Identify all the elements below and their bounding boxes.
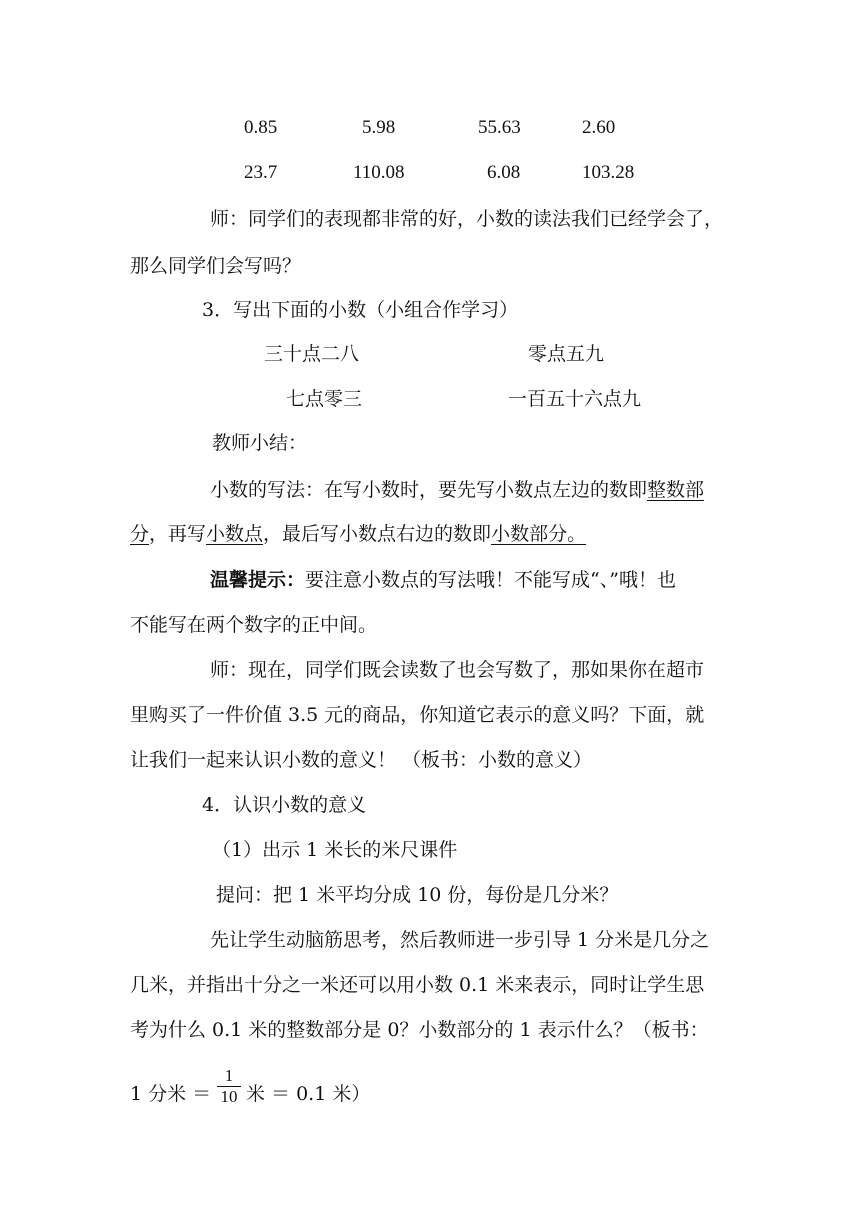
fraction-numerator: 1 (224, 1066, 234, 1085)
question-line: 提问：把 1 米平均分成 10 份，每份是几分米？ (216, 884, 619, 906)
rule-text: ，最后写小数点右边的数即 (263, 523, 492, 545)
fraction-denominator: 10 (220, 1087, 238, 1106)
decimal-number: 23.7 (244, 162, 278, 183)
decimal-number: 5.98 (362, 117, 396, 138)
paragraph-line: 师：同学们的表现都非常的好，小数的读法我们已经学会了， (210, 208, 724, 230)
paragraph-line: 让我们一起来认识小数的意义！ （板书：小数的意义） (130, 749, 593, 771)
summary-heading: 教师小结： (212, 432, 308, 454)
decimal-number: 55.63 (478, 117, 521, 138)
underlined-term: 小数点 (206, 523, 264, 545)
decimal-number: 110.08 (353, 162, 405, 183)
paragraph-line: 几米，并指出十分之一米还可以用小数 0.1 米来表示，同时让学生思 (130, 974, 705, 996)
section-heading: 4．认识小数的意义 (202, 794, 367, 816)
rule-text: 小数的写法：在写小数时，要先写小数点左边的数即 (210, 479, 648, 501)
formula-left: 1 分米 ＝ (130, 1083, 212, 1105)
decimal-number: 6.08 (487, 162, 521, 183)
tip-label: 温馨提示： (210, 569, 306, 591)
rule-text: ，再写 (149, 523, 207, 545)
paragraph-line: 先让学生动脑筋思考，然后教师进一步引导 1 分米是几分之 (210, 929, 710, 951)
decimal-number: 103.28 (582, 162, 635, 183)
paragraph-line: 那么同学们会写吗？ (130, 255, 302, 277)
paragraph-line: 里购买了一件价值 3.5 元的商品，你知道它表示的意义吗？下面，就 (130, 704, 705, 726)
underlined-term: 小数部分。 (491, 523, 587, 545)
formula-right: 米 ＝ 0.1 米） (246, 1083, 371, 1105)
decimal-number: 0.85 (244, 117, 278, 138)
paragraph-line: 师：现在，同学们既会读数了也会写数了，那如果你在超市 (210, 659, 705, 681)
decimal-number: 2.60 (582, 117, 616, 138)
section-heading: 3．写出下面的小数（小组合作学习） (202, 299, 519, 321)
fraction (216, 1066, 242, 1107)
writing-rule-line-1 (210, 478, 704, 502)
tip-line-1 (210, 568, 676, 592)
step-line: （1）出示 1 米长的米尺课件 (212, 839, 458, 861)
tip-line-2: 不能写在两个数字的正中间。 (130, 614, 378, 636)
tip-text: 要注意小数点的写法哦！不能写成“、”哦！也 (305, 569, 676, 591)
chinese-decimal-word: 一百五十六点九 (508, 388, 642, 410)
chinese-decimal-word: 三十点二八 (264, 343, 360, 365)
chinese-decimal-word: 零点五九 (528, 343, 605, 365)
underlined-term: 分 (130, 523, 150, 545)
underlined-term: 整数部 (647, 479, 705, 501)
writing-rule-line-2 (130, 522, 586, 546)
paragraph-line: 考为什么 0.1 米的整数部分是 0？小数部分的 1 表示什么？（板书： (130, 1019, 709, 1041)
chinese-decimal-word: 七点零三 (286, 388, 363, 410)
